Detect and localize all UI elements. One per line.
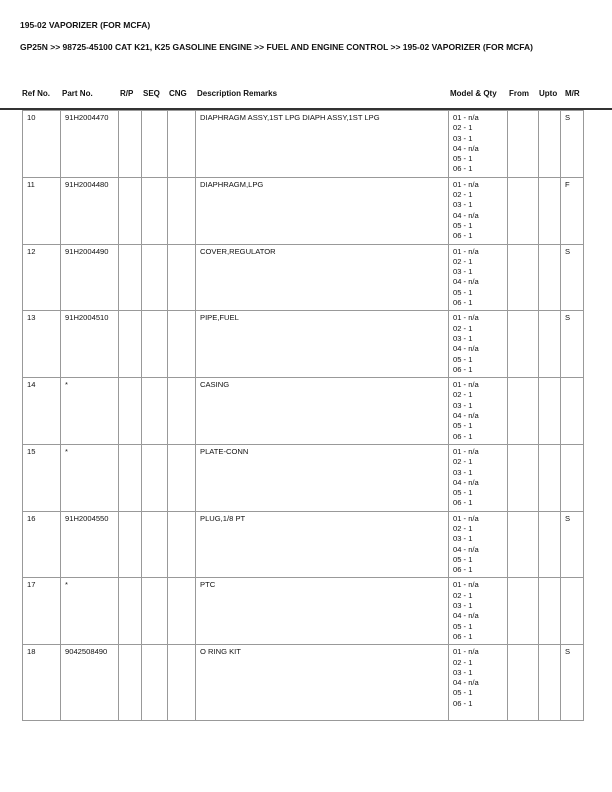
rp-cell (119, 111, 142, 178)
header-upto: Upto (539, 89, 558, 98)
cng-cell (168, 378, 196, 445)
model-qty-line: 03 - 1 (453, 534, 473, 544)
model-qty-cell (449, 311, 508, 378)
from-cell (508, 177, 539, 244)
seq-cell (142, 511, 168, 578)
upto-cell (539, 645, 561, 721)
model-qty-line: 06 - 1 (453, 565, 473, 575)
model-qty-line: 06 - 1 (453, 698, 473, 708)
model-qty-line: 05 - 1 (453, 688, 473, 698)
from-cell (508, 311, 539, 378)
upto-cell (539, 511, 561, 578)
seq-cell (142, 177, 168, 244)
description-cell: DIAPHRAGM ASSY,1ST LPG DIAPH ASSY,1ST LPG (196, 111, 449, 178)
mr-cell: S (561, 511, 584, 578)
model-qty-cell (449, 378, 508, 445)
upto-cell (539, 444, 561, 511)
model-qty-line: 04 - n/a (453, 544, 479, 554)
cng-cell (168, 244, 196, 311)
upto-cell (539, 244, 561, 311)
upto-cell (539, 111, 561, 178)
ref-cell: 15 (23, 444, 61, 511)
upto-cell (539, 578, 561, 645)
header-rp: R/P (120, 89, 134, 98)
cng-cell (168, 177, 196, 244)
model-qty-line: 05 - 1 (453, 354, 473, 364)
model-qty-line: 03 - 1 (453, 667, 473, 677)
from-cell (508, 578, 539, 645)
model-qty-line: 05 - 1 (453, 220, 473, 230)
table-row (23, 511, 584, 578)
model-qty-line: 03 - 1 (453, 333, 473, 343)
model-qty-cell (449, 578, 508, 645)
from-cell (508, 511, 539, 578)
description-cell: PLATE-CONN (196, 444, 449, 511)
header-part: Part No. (62, 89, 93, 98)
model-qty-line: 02 - 1 (453, 590, 473, 600)
model-qty-line: 03 - 1 (453, 467, 473, 477)
model-qty-line: 03 - 1 (453, 267, 473, 277)
description-cell: DIAPHRAGM,LPG (196, 177, 449, 244)
rp-cell (119, 378, 142, 445)
model-qty-line: 01 - n/a (453, 179, 479, 189)
table-row (23, 177, 584, 244)
rp-cell (119, 578, 142, 645)
ref-cell: 12 (23, 244, 61, 311)
model-qty-line: 04 - n/a (453, 344, 479, 354)
model-qty-line: 02 - 1 (453, 657, 473, 667)
description-cell: PLUG,1/8 PT (196, 511, 449, 578)
model-qty-line: 01 - n/a (453, 580, 479, 590)
table-row (23, 444, 584, 511)
description-cell: PTC (196, 578, 449, 645)
model-qty-cell (449, 511, 508, 578)
table-row (23, 311, 584, 378)
model-qty-line: 05 - 1 (453, 554, 473, 564)
model-qty-line: 05 - 1 (453, 488, 473, 498)
page-title: 195-02 VAPORIZER (FOR MCFA) (20, 20, 151, 30)
header-desc: Description Remarks (197, 89, 278, 98)
model-qty-line: 03 - 1 (453, 601, 473, 611)
model-qty-line: 02 - 1 (453, 390, 473, 400)
rp-cell (119, 177, 142, 244)
model-qty-line: 06 - 1 (453, 364, 473, 374)
part-no-cell: 91H2004510 (61, 311, 119, 378)
model-qty-line: 03 - 1 (453, 400, 473, 410)
mr-cell: F (561, 177, 584, 244)
model-qty-cell (449, 111, 508, 178)
description-cell: CASING (196, 378, 449, 445)
model-qty-line: 02 - 1 (453, 523, 473, 533)
cng-cell (168, 645, 196, 721)
upto-cell (539, 311, 561, 378)
description-cell: COVER,REGULATOR (196, 244, 449, 311)
ref-cell: 11 (23, 177, 61, 244)
from-cell (508, 244, 539, 311)
table-row (23, 111, 584, 178)
part-no-cell: 91H2004490 (61, 244, 119, 311)
model-qty-line: 01 - n/a (453, 380, 479, 390)
ref-cell: 13 (23, 311, 61, 378)
model-qty-line: 03 - 1 (453, 133, 473, 143)
ref-cell: 17 (23, 578, 61, 645)
description-cell: O RING KIT (196, 645, 449, 721)
seq-cell (142, 111, 168, 178)
header-mr: M/R (565, 89, 580, 98)
ref-cell: 10 (23, 111, 61, 178)
model-qty-line: 06 - 1 (453, 164, 473, 174)
model-qty-line: 05 - 1 (453, 421, 473, 431)
part-no-cell: * (61, 578, 119, 645)
model-qty-line: 04 - n/a (453, 411, 479, 421)
breadcrumb: GP25N >> 98725-45100 CAT K21, K25 GASOLINE ENGINE >> FUEL AND ENGINE CONTROL >> 195-02 VAPORIZER (FOR MCFA) (20, 42, 533, 52)
cng-cell (168, 444, 196, 511)
cng-cell (168, 578, 196, 645)
from-cell (508, 378, 539, 445)
seq-cell (142, 578, 168, 645)
part-no-cell: * (61, 378, 119, 445)
upto-cell (539, 177, 561, 244)
seq-cell (142, 311, 168, 378)
part-no-cell: * (61, 444, 119, 511)
model-qty-line: 01 - n/a (453, 513, 479, 523)
model-qty-line: 02 - 1 (453, 323, 473, 333)
mr-cell (561, 444, 584, 511)
table-row (23, 578, 584, 645)
seq-cell (142, 244, 168, 311)
model-qty-line: 03 - 1 (453, 200, 473, 210)
mr-cell (561, 578, 584, 645)
part-no-cell: 9042508490 (61, 645, 119, 721)
model-qty-line: 04 - n/a (453, 210, 479, 220)
rp-cell (119, 311, 142, 378)
part-no-cell: 91H2004480 (61, 177, 119, 244)
cng-cell (168, 311, 196, 378)
seq-cell (142, 378, 168, 445)
header-cng: CNG (169, 89, 187, 98)
ref-cell: 18 (23, 645, 61, 721)
model-qty-line: 01 - n/a (453, 446, 479, 456)
from-cell (508, 444, 539, 511)
model-qty-line: 04 - n/a (453, 277, 479, 287)
ref-cell: 14 (23, 378, 61, 445)
from-cell (508, 111, 539, 178)
part-no-cell: 91H2004550 (61, 511, 119, 578)
model-qty-line: 04 - n/a (453, 143, 479, 153)
header-from: From (509, 89, 529, 98)
model-qty-line: 01 - n/a (453, 113, 479, 122)
seq-cell (142, 444, 168, 511)
model-qty-cell (449, 645, 508, 721)
from-cell (508, 645, 539, 721)
part-no-cell: 91H2004470 (61, 111, 119, 178)
mr-cell: S (561, 311, 584, 378)
cng-cell (168, 511, 196, 578)
rp-cell (119, 444, 142, 511)
model-qty-line: 02 - 1 (453, 123, 473, 133)
model-qty-line: 06 - 1 (453, 298, 473, 308)
description-cell: PIPE,FUEL (196, 311, 449, 378)
model-qty-line: 05 - 1 (453, 621, 473, 631)
mr-cell (561, 378, 584, 445)
model-qty-cell (449, 177, 508, 244)
table-row (23, 378, 584, 445)
model-qty-line: 06 - 1 (453, 631, 473, 641)
mr-cell: S (561, 645, 584, 721)
parts-table (22, 110, 584, 721)
model-qty-cell (449, 244, 508, 311)
seq-cell (142, 645, 168, 721)
header-model: Model & Qty (450, 89, 497, 98)
model-qty-line: 06 - 1 (453, 431, 473, 441)
rp-cell (119, 511, 142, 578)
model-qty-line: 01 - n/a (453, 647, 479, 657)
model-qty-line: 04 - n/a (453, 477, 479, 487)
ref-cell: 16 (23, 511, 61, 578)
model-qty-line: 02 - 1 (453, 190, 473, 200)
upto-cell (539, 378, 561, 445)
model-qty-line: 06 - 1 (453, 231, 473, 241)
table-row (23, 244, 584, 311)
model-qty-line: 05 - 1 (453, 287, 473, 297)
model-qty-line: 05 - 1 (453, 154, 473, 164)
model-qty-line: 04 - n/a (453, 678, 479, 688)
cng-cell (168, 111, 196, 178)
rp-cell (119, 645, 142, 721)
model-qty-line: 02 - 1 (453, 256, 473, 266)
model-qty-cell (449, 444, 508, 511)
header-ref: Ref No. (22, 89, 50, 98)
mr-cell: S (561, 244, 584, 311)
model-qty-line: 01 - n/a (453, 313, 479, 323)
table-row (23, 645, 584, 721)
mr-cell: S (561, 111, 584, 178)
model-qty-line: 01 - n/a (453, 246, 479, 256)
model-qty-line: 04 - n/a (453, 611, 479, 621)
header-seq: SEQ (143, 89, 160, 98)
model-qty-line: 06 - 1 (453, 498, 473, 508)
rp-cell (119, 244, 142, 311)
model-qty-line: 02 - 1 (453, 457, 473, 467)
